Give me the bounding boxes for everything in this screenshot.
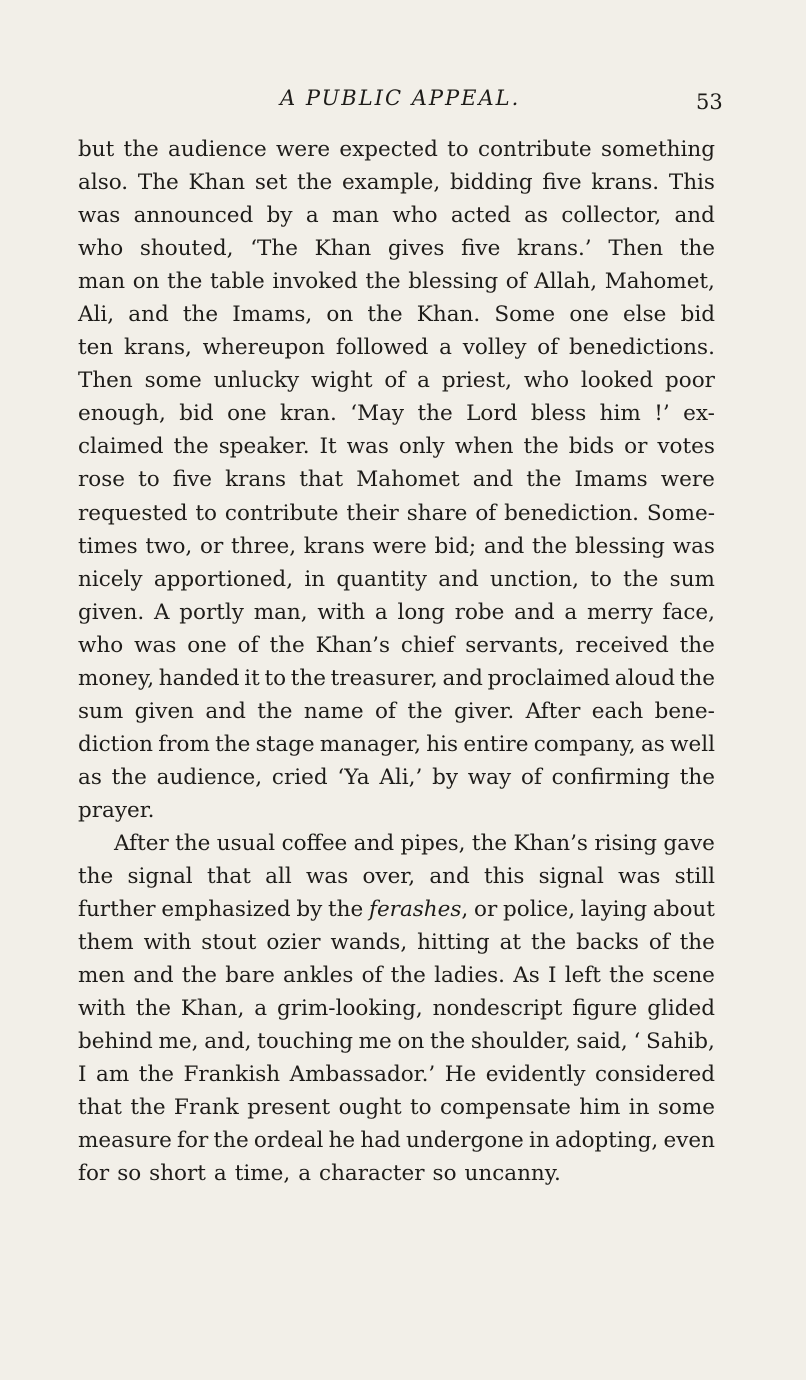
text-line: the signal that all was over, and this signal was still — [78, 864, 715, 890]
text-line: measure for the ordeal he had undergone in adopting, even — [78, 1128, 715, 1154]
text-line: requested to contribute their share of benediction. Some- — [78, 500, 715, 526]
text-line: was announced by a man who acted as collector, and — [78, 203, 715, 229]
text-line: claimed the speaker. It was only when the bids or votes — [78, 434, 715, 460]
text-line: times two, or three, krans were bid; and the blessing was — [78, 533, 715, 559]
text-line: After the usual coffee and pipes, the Khan’s rising gave — [114, 830, 715, 856]
text-line: but the audience were expected to contribute something — [78, 137, 715, 162]
text-line: enough, bid one kran. ‘May the Lord bless him !’ ex- — [78, 401, 715, 427]
text-line: Ali, and the Imams, on the Khan. Some one else bid — [78, 302, 715, 328]
text-line: money, handed it to the treasurer, and proclaimed aloud the — [78, 665, 715, 691]
text-line: who was one of the Khan’s chief servants, received the — [78, 632, 715, 658]
text-line: as the audience, cried ‘Ya Ali,’ by way of confirming the — [78, 764, 715, 790]
running-head — [0, 86, 806, 116]
body-text — [78, 133, 715, 1191]
text-line: also. The Khan set the example, bidding five krans. This — [78, 170, 715, 196]
text-line: man on the table invoked the blessing of Allah, Mahomet, — [78, 269, 715, 295]
text-line: diction from the stage manager, his entire company, as well — [78, 731, 715, 757]
text-line: that the Frank present ought to compensate him in some — [78, 1095, 715, 1121]
text-line: behind me, and, touching me on the shoulder, said, ‘ Sahib, — [78, 1029, 715, 1055]
text-line: prayer. — [78, 797, 155, 823]
text-line: given. A portly man, with a long robe and a merry face, — [78, 599, 715, 625]
text-line: rose to five krans that Mahomet and the Imams were — [78, 467, 715, 493]
text-line: nicely apportioned, in quantity and unction, to the sum — [78, 566, 715, 592]
text-line: sum given and the name of the giver. After each bene- — [78, 698, 715, 724]
text-line: men and the bare ankles of the ladies. As I left the scene — [78, 963, 715, 989]
text-line: for so short a time, a character so uncanny. — [78, 1161, 561, 1187]
text-line: them with stout ozier wands, hitting at the backs of the — [78, 930, 715, 956]
text-line: ten krans, whereupon followed a volley of benedictions. — [78, 335, 715, 361]
text-line: I am the Frankish Ambassador.’ He evidently considered — [78, 1062, 715, 1088]
text-line: with the Khan, a grim-looking, nondescript figure glided — [78, 996, 715, 1022]
text-line: who shouted, ‘The Khan gives five krans.’ Then the — [78, 236, 715, 262]
text-line: further emphasized by the ferashes, or police, laying about — [78, 897, 715, 923]
text-line: Then some unlucky wight of a priest, who looked poor — [78, 368, 715, 394]
page-number: 53 — [696, 90, 723, 114]
running-title: A PUBLIC APPEAL. — [280, 86, 521, 110]
